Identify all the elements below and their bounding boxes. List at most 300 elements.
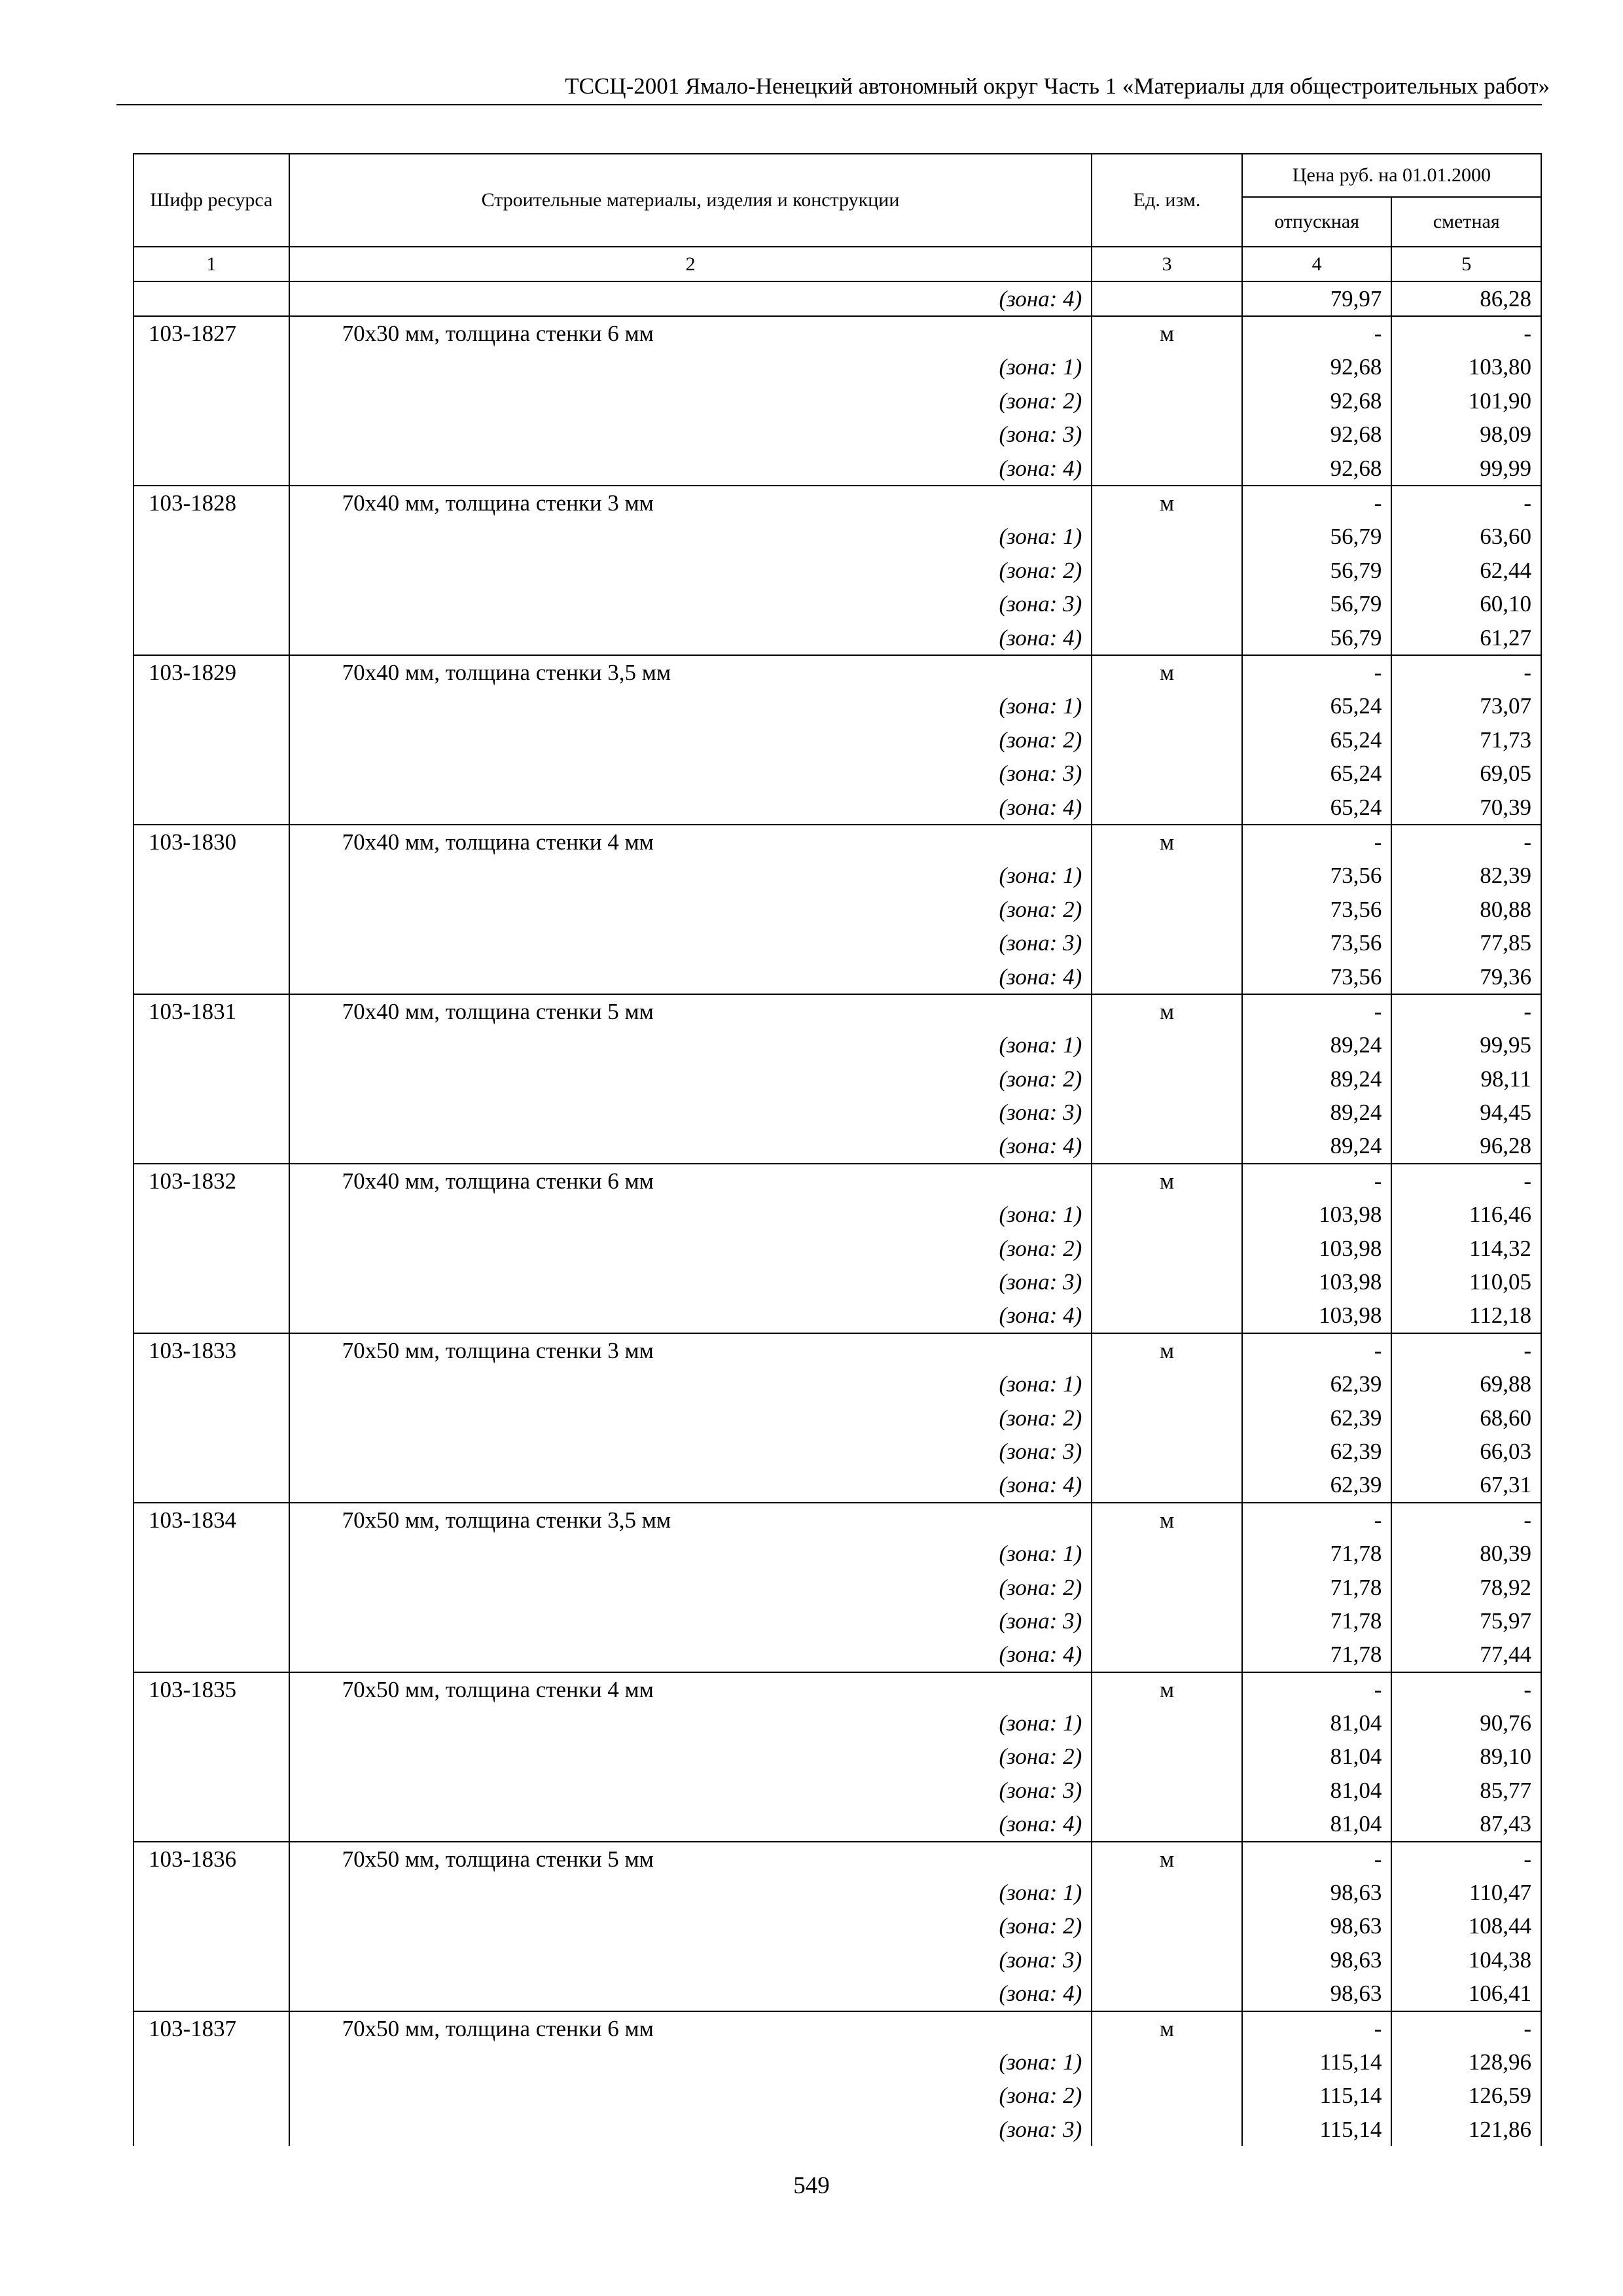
estimate-price: -: [1391, 1164, 1541, 1198]
unit-cell: [1092, 1808, 1242, 1842]
release-price: 115,14: [1242, 2113, 1392, 2146]
table-row: [134, 1368, 1541, 1401]
estimate-price: 69,88: [1391, 1368, 1541, 1401]
header-rule: [116, 104, 1542, 105]
estimate-price: 68,60: [1391, 1401, 1541, 1435]
unit-cell: [1092, 2113, 1242, 2146]
estimate-price: -: [1391, 2011, 1541, 2045]
code-cell: [134, 418, 289, 452]
estimate-price: 110,47: [1391, 1876, 1541, 1909]
release-price: 92,68: [1242, 418, 1392, 452]
header-price-group: Цена руб. на 01.01.2000: [1242, 154, 1541, 197]
release-price: 62,39: [1242, 1469, 1392, 1503]
estimate-price: 73,07: [1391, 690, 1541, 723]
code-cell: [134, 2045, 289, 2079]
table-row: [134, 1910, 1541, 1943]
table-row: [134, 1232, 1541, 1265]
release-price: -: [1242, 1503, 1392, 1537]
estimate-price: 66,03: [1391, 1435, 1541, 1468]
code-cell: [134, 452, 289, 486]
zone-label: (зона: 1): [289, 1537, 1092, 1570]
unit-cell: [1092, 1198, 1242, 1232]
zone-label: (зона: 2): [289, 1062, 1092, 1096]
table-row: [134, 384, 1541, 418]
header-code: Шифр ресурса: [134, 154, 289, 247]
release-price: -: [1242, 655, 1392, 689]
release-price: 73,56: [1242, 960, 1392, 994]
estimate-price: 90,76: [1391, 1706, 1541, 1740]
unit-cell: м: [1092, 1842, 1242, 1876]
code-cell: [134, 1774, 289, 1807]
zone-label: (зона: 1): [289, 690, 1092, 723]
resource-code: 103-1827: [134, 316, 289, 350]
zone-label: (зона: 4): [289, 1469, 1092, 1503]
code-cell: [134, 554, 289, 587]
release-price: 98,63: [1242, 1876, 1392, 1909]
code-cell: [134, 1876, 289, 1909]
table-row: [134, 2045, 1541, 2079]
zone-label: (зона: 3): [289, 1774, 1092, 1807]
table-row: [134, 1435, 1541, 1468]
table-row: [134, 1198, 1541, 1232]
table-row: [134, 926, 1541, 960]
unit-cell: [1092, 757, 1242, 790]
table-row: [134, 1469, 1541, 1503]
price-table: [133, 153, 1542, 2146]
release-price: -: [1242, 1333, 1392, 1367]
estimate-price: 85,77: [1391, 1774, 1541, 1807]
release-price: 92,68: [1242, 351, 1392, 384]
table-row: [134, 1808, 1541, 1842]
zone-label: (зона: 3): [289, 1265, 1092, 1299]
code-cell: [134, 281, 289, 316]
table-row: [134, 1943, 1541, 1977]
column-number: 1: [134, 247, 289, 281]
unit-cell: м: [1092, 825, 1242, 859]
estimate-price: -: [1391, 486, 1541, 520]
zone-label: (зона: 2): [289, 384, 1092, 418]
table-row: [134, 520, 1541, 554]
table-row: [134, 1130, 1541, 1164]
resource-code: 103-1836: [134, 1842, 289, 1876]
code-cell: [134, 1469, 289, 1503]
estimate-price: 77,44: [1391, 1638, 1541, 1672]
unit-cell: [1092, 281, 1242, 316]
unit-cell: м: [1092, 994, 1242, 1028]
material-name: 70x50 мм, толщина стенки 6 мм: [289, 2011, 1092, 2045]
material-name: 70x50 мм, толщина стенки 5 мм: [289, 1842, 1092, 1876]
zone-label: (зона: 4): [289, 1638, 1092, 1672]
release-price: 73,56: [1242, 926, 1392, 960]
table-row: [134, 1638, 1541, 1672]
page-number: 549: [793, 2172, 830, 2199]
estimate-price: 98,09: [1391, 418, 1541, 452]
release-price: 73,56: [1242, 859, 1392, 893]
unit-cell: [1092, 960, 1242, 994]
table-row: [134, 1265, 1541, 1299]
zone-label: (зона: 3): [289, 1435, 1092, 1468]
zone-label: (зона: 3): [289, 1943, 1092, 1977]
zone-label: (зона: 3): [289, 418, 1092, 452]
code-cell: [134, 1638, 289, 1672]
estimate-price: 104,38: [1391, 1943, 1541, 1977]
code-cell: [134, 791, 289, 825]
estimate-price: 87,43: [1391, 1808, 1541, 1842]
code-cell: [134, 1062, 289, 1096]
material-name: 70x40 мм, толщина стенки 4 мм: [289, 825, 1092, 859]
unit-cell: [1092, 2045, 1242, 2079]
unit-cell: [1092, 520, 1242, 554]
estimate-price: 77,85: [1391, 926, 1541, 960]
unit-cell: [1092, 723, 1242, 757]
zone-label: (зона: 1): [289, 1198, 1092, 1232]
zone-label: (зона: 1): [289, 1368, 1092, 1401]
table-row: [134, 2011, 1541, 2045]
code-cell: [134, 893, 289, 926]
table-row: [134, 893, 1541, 926]
resource-code: 103-1835: [134, 1672, 289, 1706]
unit-cell: [1092, 791, 1242, 825]
code-cell: [134, 926, 289, 960]
release-price: -: [1242, 1672, 1392, 1706]
header-name: Строительные материалы, изделия и конструкции: [289, 154, 1092, 247]
estimate-price: 112,18: [1391, 1299, 1541, 1333]
table-row: [134, 1604, 1541, 1638]
code-cell: [134, 1368, 289, 1401]
zone-label: (зона: 3): [289, 926, 1092, 960]
release-price: 81,04: [1242, 1808, 1392, 1842]
estimate-price: -: [1391, 316, 1541, 350]
code-cell: [134, 1604, 289, 1638]
column-number: 4: [1242, 247, 1392, 281]
code-cell: [134, 859, 289, 893]
code-cell: [134, 621, 289, 655]
release-price: 103,98: [1242, 1232, 1392, 1265]
unit-cell: [1092, 1299, 1242, 1333]
table-row: [134, 723, 1541, 757]
zone-label: (зона: 2): [289, 893, 1092, 926]
estimate-price: 61,27: [1391, 621, 1541, 655]
table-row: [134, 791, 1541, 825]
code-cell: [134, 1943, 289, 1977]
release-price: 62,39: [1242, 1368, 1392, 1401]
release-price: 115,14: [1242, 2079, 1392, 2113]
unit-cell: [1092, 554, 1242, 587]
code-cell: [134, 1299, 289, 1333]
release-price: 103,98: [1242, 1198, 1392, 1232]
unit-cell: м: [1092, 1164, 1242, 1198]
code-cell: [134, 1401, 289, 1435]
unit-cell: м: [1092, 655, 1242, 689]
zone-label: (зона: 2): [289, 2079, 1092, 2113]
release-price: 89,24: [1242, 1062, 1392, 1096]
table-row: [134, 1876, 1541, 1909]
zone-label: (зона: 2): [289, 1571, 1092, 1604]
table-row: [134, 859, 1541, 893]
code-cell: [134, 588, 289, 621]
unit-cell: [1092, 384, 1242, 418]
column-number: 5: [1391, 247, 1541, 281]
zone-label: (зона: 4): [289, 1299, 1092, 1333]
code-cell: [134, 1198, 289, 1232]
resource-code: 103-1831: [134, 994, 289, 1028]
release-price: 65,24: [1242, 757, 1392, 790]
release-price: -: [1242, 825, 1392, 859]
unit-cell: [1092, 1571, 1242, 1604]
release-price: -: [1242, 1164, 1392, 1198]
zone-label: (зона: 4): [289, 1130, 1092, 1164]
release-price: 81,04: [1242, 1740, 1392, 1774]
release-price: 71,78: [1242, 1604, 1392, 1638]
code-cell: [134, 1740, 289, 1774]
release-price: -: [1242, 316, 1392, 350]
table-head: [134, 154, 1541, 281]
table-row: [134, 1333, 1541, 1367]
release-price: 89,24: [1242, 1096, 1392, 1129]
code-cell: [134, 1910, 289, 1943]
table-row: [134, 351, 1541, 384]
header-unit: Ед. изм.: [1092, 154, 1242, 247]
table-row: [134, 588, 1541, 621]
release-price: 56,79: [1242, 621, 1392, 655]
estimate-price: 80,88: [1391, 893, 1541, 926]
zone-label: (зона: 4): [289, 960, 1092, 994]
release-price: -: [1242, 1842, 1392, 1876]
zone-label: (зона: 4): [289, 1977, 1092, 2011]
zone-label: (зона: 3): [289, 1096, 1092, 1129]
unit-cell: [1092, 1977, 1242, 2011]
table-row: [134, 316, 1541, 350]
zone-label: (зона: 1): [289, 1876, 1092, 1909]
unit-cell: [1092, 1469, 1242, 1503]
table-row: [134, 1299, 1541, 1333]
estimate-price: 82,39: [1391, 859, 1541, 893]
release-price: 65,24: [1242, 690, 1392, 723]
table-row: [134, 1503, 1541, 1537]
release-price: 98,63: [1242, 1943, 1392, 1977]
resource-code: 103-1829: [134, 655, 289, 689]
resource-code: 103-1833: [134, 1333, 289, 1367]
code-cell: [134, 384, 289, 418]
code-cell: [134, 1706, 289, 1740]
estimate-price: 103,80: [1391, 351, 1541, 384]
unit-cell: [1092, 1910, 1242, 1943]
unit-cell: [1092, 893, 1242, 926]
release-price: 98,63: [1242, 1910, 1392, 1943]
unit-cell: [1092, 690, 1242, 723]
estimate-price: -: [1391, 825, 1541, 859]
zone-label: (зона: 2): [289, 723, 1092, 757]
release-price: 62,39: [1242, 1401, 1392, 1435]
resource-code: 103-1832: [134, 1164, 289, 1198]
code-cell: [134, 520, 289, 554]
table-row: [134, 655, 1541, 689]
header-release-price: отпускная: [1242, 197, 1392, 247]
release-price: 81,04: [1242, 1774, 1392, 1807]
release-price: 71,78: [1242, 1638, 1392, 1672]
table-row: [134, 281, 1541, 316]
estimate-price: 116,46: [1391, 1198, 1541, 1232]
zone-label: (зона: 1): [289, 1706, 1092, 1740]
unit-cell: [1092, 1638, 1242, 1672]
estimate-price: 75,97: [1391, 1604, 1541, 1638]
code-cell: [134, 1808, 289, 1842]
zone-label: (зона: 3): [289, 588, 1092, 621]
unit-cell: [1092, 1774, 1242, 1807]
unit-cell: [1092, 1604, 1242, 1638]
release-price: 98,63: [1242, 1977, 1392, 2011]
column-number: 3: [1092, 247, 1242, 281]
table-row: [134, 2079, 1541, 2113]
zone-label: (зона: 4): [289, 1808, 1092, 1842]
table-body: [134, 281, 1541, 2146]
estimate-price: -: [1391, 1503, 1541, 1537]
release-price: -: [1242, 2011, 1392, 2045]
code-cell: [134, 723, 289, 757]
code-cell: [134, 2079, 289, 2113]
unit-cell: м: [1092, 316, 1242, 350]
unit-cell: м: [1092, 1672, 1242, 1706]
estimate-price: 99,99: [1391, 452, 1541, 486]
code-cell: [134, 1977, 289, 2011]
estimate-price: 62,44: [1391, 554, 1541, 587]
table-row: [134, 757, 1541, 790]
estimate-price: 71,73: [1391, 723, 1541, 757]
estimate-price: 101,90: [1391, 384, 1541, 418]
unit-cell: [1092, 588, 1242, 621]
estimate-price: -: [1391, 655, 1541, 689]
table-row: [134, 2113, 1541, 2146]
resource-code: 103-1837: [134, 2011, 289, 2045]
table-row: [134, 1062, 1541, 1096]
table-row: [134, 1029, 1541, 1062]
table-row: [134, 825, 1541, 859]
zone-label: (зона: 1): [289, 351, 1092, 384]
material-name: 70x40 мм, толщина стенки 6 мм: [289, 1164, 1092, 1198]
code-cell: [134, 960, 289, 994]
unit-cell: [1092, 2079, 1242, 2113]
code-cell: [134, 1571, 289, 1604]
material-name: 70x40 мм, толщина стенки 5 мм: [289, 994, 1092, 1028]
table-row: [134, 1164, 1541, 1198]
material-name: 70x30 мм, толщина стенки 6 мм: [289, 316, 1092, 350]
release-price: 56,79: [1242, 520, 1392, 554]
table-row: [134, 1706, 1541, 1740]
unit-cell: [1092, 452, 1242, 486]
unit-cell: [1092, 1062, 1242, 1096]
code-cell: [134, 690, 289, 723]
unit-cell: [1092, 1265, 1242, 1299]
estimate-price: 96,28: [1391, 1130, 1541, 1164]
release-price: 71,78: [1242, 1537, 1392, 1570]
unit-cell: [1092, 859, 1242, 893]
unit-cell: м: [1092, 486, 1242, 520]
zone-label: (зона: 1): [289, 520, 1092, 554]
release-price: 65,24: [1242, 723, 1392, 757]
unit-cell: [1092, 621, 1242, 655]
resource-code: 103-1828: [134, 486, 289, 520]
running-header: ТССЦ-2001 Ямало-Ненецкий автономный округ Часть 1 «Материалы для общестроительных работ»: [565, 73, 1550, 99]
table-row: [134, 418, 1541, 452]
estimate-price: 78,92: [1391, 1571, 1541, 1604]
estimate-price: 79,36: [1391, 960, 1541, 994]
zone-label: (зона: 4): [289, 452, 1092, 486]
unit-cell: [1092, 1876, 1242, 1909]
table-row: [134, 1672, 1541, 1706]
table-row: [134, 1537, 1541, 1570]
release-price: 56,79: [1242, 588, 1392, 621]
unit-cell: [1092, 1368, 1242, 1401]
estimate-price: 67,31: [1391, 1469, 1541, 1503]
zone-label: (зона: 1): [289, 859, 1092, 893]
zone-label: (зона: 2): [289, 1740, 1092, 1774]
estimate-price: 99,95: [1391, 1029, 1541, 1062]
unit-cell: [1092, 1435, 1242, 1468]
resource-code: 103-1834: [134, 1503, 289, 1537]
release-price: 115,14: [1242, 2045, 1392, 2079]
estimate-price: -: [1391, 1333, 1541, 1367]
estimate-price: 70,39: [1391, 791, 1541, 825]
unit-cell: [1092, 1232, 1242, 1265]
table-row: [134, 1774, 1541, 1807]
material-name: 70x50 мм, толщина стенки 3,5 мм: [289, 1503, 1092, 1537]
estimate-price: 63,60: [1391, 520, 1541, 554]
unit-cell: [1092, 418, 1242, 452]
release-price: 89,24: [1242, 1130, 1392, 1164]
unit-cell: [1092, 1401, 1242, 1435]
zone-label: (зона: 2): [289, 1232, 1092, 1265]
code-cell: [134, 1537, 289, 1570]
unit-cell: [1092, 1740, 1242, 1774]
zone-label: (зона: 4): [289, 791, 1092, 825]
estimate-price: -: [1391, 994, 1541, 1028]
code-cell: [134, 1130, 289, 1164]
zone-label: (зона: 3): [289, 1604, 1092, 1638]
release-price: 73,56: [1242, 893, 1392, 926]
release-price: 71,78: [1242, 1571, 1392, 1604]
unit-cell: [1092, 1029, 1242, 1062]
code-cell: [134, 1029, 289, 1062]
table-row: [134, 452, 1541, 486]
unit-cell: [1092, 351, 1242, 384]
zone-label: (зона: 2): [289, 1401, 1092, 1435]
zone-label: (зона: 2): [289, 554, 1092, 587]
unit-cell: м: [1092, 1333, 1242, 1367]
zone-label: (зона: 1): [289, 2045, 1092, 2079]
release-price: 89,24: [1242, 1029, 1392, 1062]
release-price: 92,68: [1242, 452, 1392, 486]
unit-cell: [1092, 1130, 1242, 1164]
estimate-price: 60,10: [1391, 588, 1541, 621]
zone-label: (зона: 3): [289, 2113, 1092, 2146]
estimate-price: 128,96: [1391, 2045, 1541, 2079]
table-row: [134, 960, 1541, 994]
estimate-price: 94,45: [1391, 1096, 1541, 1129]
table-row: [134, 621, 1541, 655]
release-price: 81,04: [1242, 1706, 1392, 1740]
material-name: 70x50 мм, толщина стенки 4 мм: [289, 1672, 1092, 1706]
unit-cell: [1092, 1943, 1242, 1977]
zone-label: (зона: 4): [289, 281, 1092, 316]
unit-cell: м: [1092, 1503, 1242, 1537]
table-row: [134, 554, 1541, 587]
code-cell: [134, 1232, 289, 1265]
release-price: 62,39: [1242, 1435, 1392, 1468]
estimate-price: -: [1391, 1842, 1541, 1876]
estimate-price: -: [1391, 1672, 1541, 1706]
estimate-price: 80,39: [1391, 1537, 1541, 1570]
table-row: [134, 1096, 1541, 1129]
